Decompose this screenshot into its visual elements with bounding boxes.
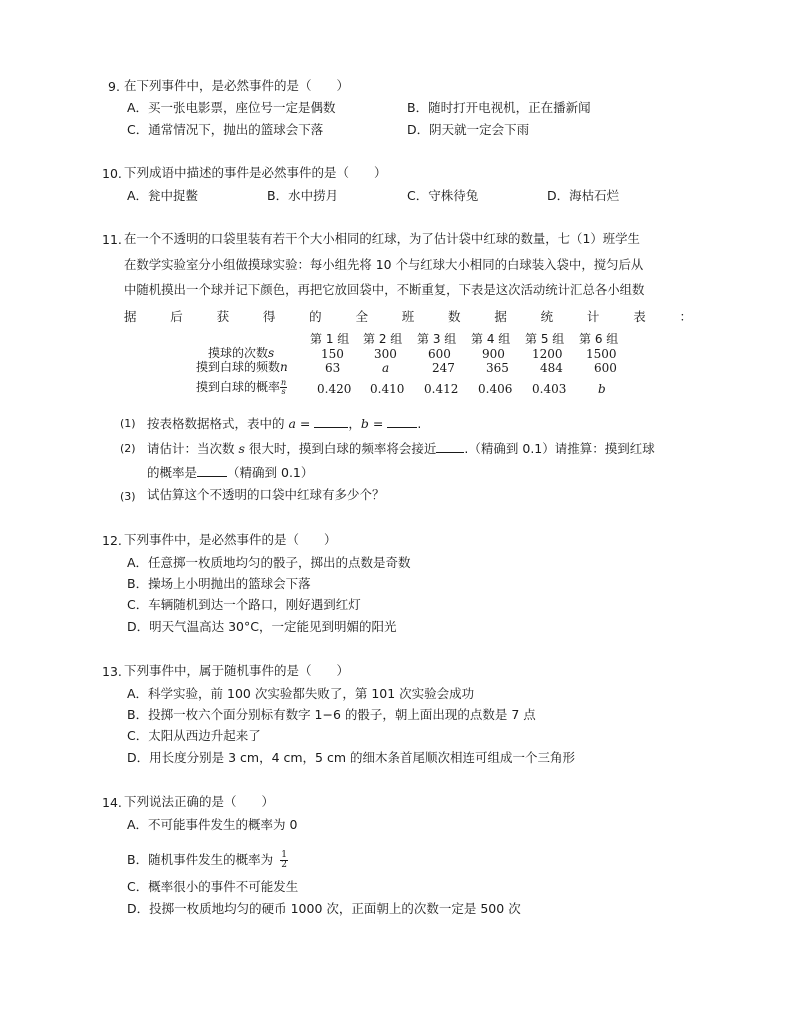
q10-option-b: B．水中捞月 [267,188,339,203]
q10-option-d: D．海枯石烂 [547,188,620,203]
q10-option-c: C．守株待兔 [407,188,479,203]
q11-sub1-text: 按表格数据格式，表中的 a = ，b = . [147,416,422,431]
q12-option-a: A．任意掷一枚质地均匀的骰子，掷出的点数是奇数 [127,555,411,570]
q14-option-c: C．概率很小的事件不可能发生 [127,879,299,894]
q14-stem: 下列说法正确的是（ ） [124,794,275,809]
q11-line-4: 据后获得的全班数据统计表： [124,309,692,324]
row-label-frequency: 摸到白球的频数n [196,360,288,374]
q13-number: 13. [102,664,122,679]
q14-number: 14. [102,795,122,810]
q11-sub3-text: 试估算这个不透明的口袋中红球有多少个？ [147,487,385,502]
answer-blank-a [314,416,348,428]
table-cell: 900 [482,347,505,361]
q11-line-1: 在一个不透明的口袋里装有若干个大小相同的红球，为了估计袋中红球的数量，七（1）班学生 [124,231,640,246]
table-cell: 600 [594,361,617,375]
q11-sub2-line-2: 的概率是 （精确到 0.1） [147,465,314,480]
q12-number: 12. [102,533,122,548]
q11-sub1-number: (1) [120,417,136,430]
table-cell: 300 [374,347,397,361]
table-cell: 0.410 [370,382,405,396]
table-cell: 63 [325,361,341,375]
table-cell: a [382,361,390,375]
table-cell: 1500 [586,347,617,361]
q11-line-2: 在数学实验室分小组做摸球实验：每小组先将 10 个与红球大小相同的白球装入袋中，搅匀后从 [124,257,644,272]
q11-sub2-line-1: 请估计：当次数 s 很大时，摸到白球的频率将会接近 .（精确到 0.1）请推算：摸到红球 [147,441,655,456]
q11-number: 11. [102,232,122,247]
q11-data-table [196,331,632,401]
table-cell: 1200 [532,347,563,361]
q13-option-c: C．太阳从西边升起来了 [127,728,261,743]
q12-option-c: C．车辆随机到达一个路口，刚好遇到红灯 [127,597,361,612]
q9-number: 9. [108,79,120,94]
q12-option-b: B．操场上小明抛出的篮球会下落 [127,576,311,591]
q11-line-3: 中随机摸出一个球并记下颜色，再把它放回袋中，不断重复，下表是这次活动统计汇总各小组数 [124,282,645,297]
q9-option-c: C．通常情况下，抛出的篮球会下落 [127,122,324,137]
table-header-6: 第 6 组 [579,332,619,346]
q13-stem: 下列事件中，属于随机事件的是（ ） [124,663,350,678]
q9-option-b: B．随时打开电视机，正在播新闻 [407,100,591,115]
table-cell: b [598,382,606,396]
answer-blank-frequency [436,441,464,453]
table-cell: 150 [321,347,344,361]
q14-option-d: D．投掷一枚质地均匀的硬币 1000 次，正面朝上的次数一定是 500 次 [127,901,521,916]
q13-option-a: A．科学实验，前 100 次实验都失败了，第 101 次实验会成功 [127,686,475,701]
row-label-attempts: 摸球的次数s [208,346,275,360]
answer-blank-probability [197,465,227,477]
table-cell: 484 [540,361,563,375]
q12-option-d: D．明天气温高达 30°C，一定能见到明媚的阳光 [127,619,397,634]
q9-option-a: A．买一张电影票，座位号一定是偶数 [127,100,336,115]
answer-blank-b [387,416,417,428]
row-label-probability: 摸到白球的概率 $\frac{n}{s}$ [196,378,287,396]
table-header-3: 第 3 组 [417,332,457,346]
q13-option-d: D．用长度分别是 3 cm，4 cm，5 cm 的细木条首尾顺次相连可组成一个三角形 [127,750,575,765]
q13-option-b: B．投掷一枚六个面分别标有数字 1−6 的骰子，朝上面出现的点数是 7 点 [127,707,536,722]
table-cell: 365 [486,361,509,375]
table-header-5: 第 5 组 [525,332,565,346]
q9-stem: 在下列事件中，是必然事件的是（ ） [124,78,350,93]
q9-option-d: D．阴天就一定会下雨 [407,122,530,137]
table-cell: 0.406 [478,382,513,396]
q11-sub2-number: (2) [120,442,136,455]
table-cell: 0.403 [532,382,567,396]
table-cell: 0.420 [317,382,352,396]
q10-option-a: A．瓮中捉鳖 [127,188,199,203]
table-cell: 247 [432,361,455,375]
table-cell: 600 [428,347,451,361]
table-cell: 0.412 [424,382,459,396]
q10-stem: 下列成语中描述的事件是必然事件的是（ ） [124,165,387,180]
table-header-2: 第 2 组 [363,332,403,346]
q12-stem: 下列事件中，是必然事件的是（ ） [124,532,337,547]
table-header-4: 第 4 组 [471,332,511,346]
q14-option-a: A．不可能事件发生的概率为 0 [127,817,298,832]
q10-number: 10. [102,166,122,181]
q11-sub3-number: (3) [120,490,136,503]
table-header-1: 第 1 组 [310,332,350,346]
q14-option-b: B．随机事件发生的概率为 $\frac{1}{2}$ [127,850,287,870]
